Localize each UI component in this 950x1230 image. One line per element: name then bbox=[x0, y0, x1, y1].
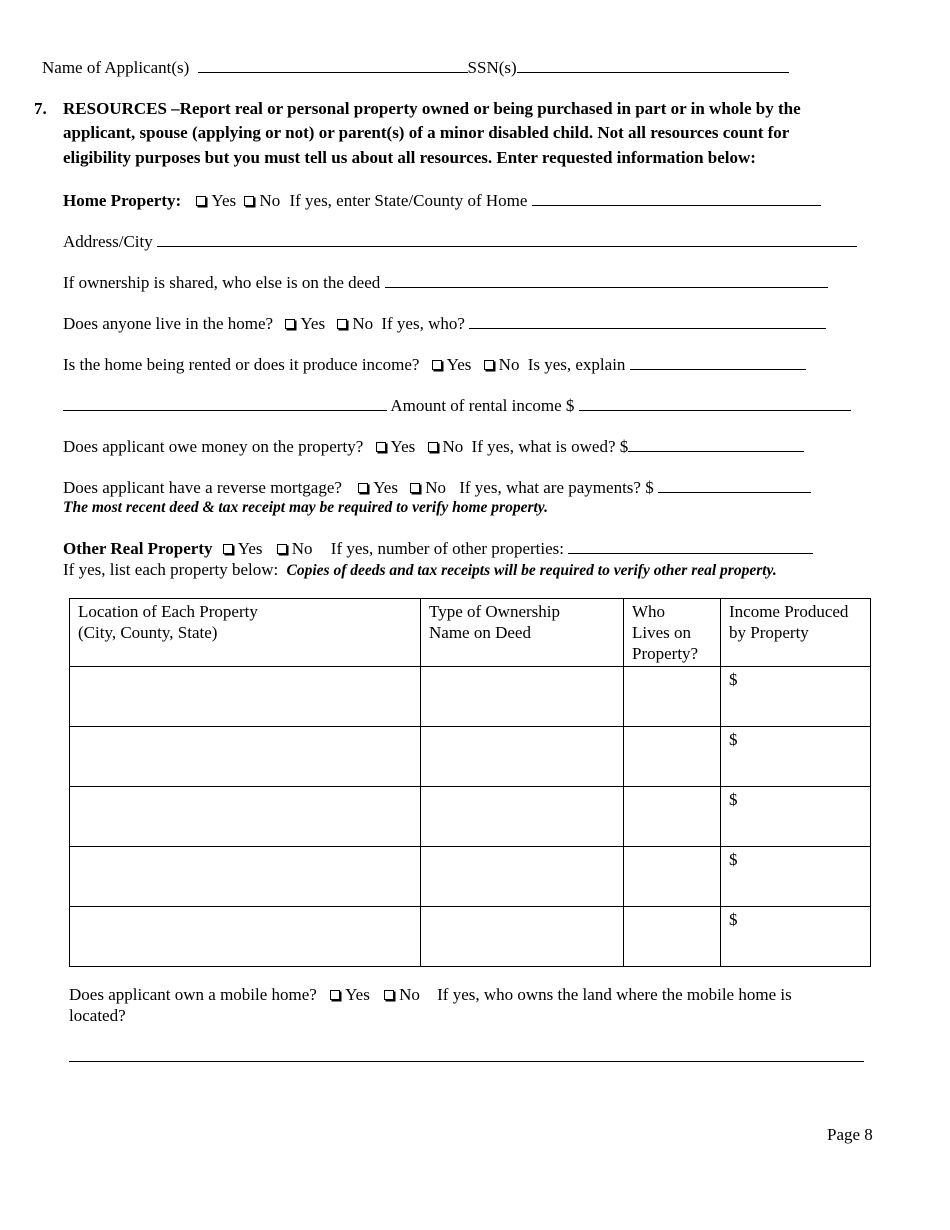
who-lives-cell[interactable] bbox=[624, 787, 721, 847]
header-who-line3: Property? bbox=[632, 644, 699, 663]
rented-yes-checkbox[interactable] bbox=[432, 360, 442, 370]
no-label: No bbox=[399, 985, 420, 1004]
yes-label: Yes bbox=[300, 314, 326, 333]
ssn-field[interactable] bbox=[517, 58, 789, 73]
rental-income-row bbox=[63, 396, 851, 414]
header-location bbox=[70, 599, 421, 667]
applicant-name-label: Name of Applicant(s) bbox=[42, 58, 190, 77]
rented-row bbox=[63, 355, 806, 373]
no-label: No bbox=[291, 539, 313, 558]
mobile-question: Does applicant own a mobile home? bbox=[69, 985, 317, 1004]
mobile-answer-field[interactable] bbox=[69, 1047, 864, 1062]
income-cell[interactable]: $ bbox=[721, 847, 871, 907]
yes-label: Yes bbox=[237, 539, 263, 558]
other-property-label: Other Real Property bbox=[63, 539, 213, 558]
reverse-payments-field[interactable] bbox=[658, 478, 811, 493]
header-income bbox=[721, 599, 871, 667]
section-title-line1: RESOURCES –Report real or personal property owned or being purchased in part or in whole by the bbox=[63, 99, 801, 118]
address-field[interactable] bbox=[157, 232, 857, 247]
no-label: No bbox=[425, 478, 446, 497]
no-label: No bbox=[442, 437, 464, 456]
table-row bbox=[70, 727, 871, 787]
ownership-cell[interactable] bbox=[421, 667, 624, 727]
table-header-row bbox=[70, 599, 871, 667]
yes-label: Yes bbox=[211, 191, 237, 210]
rental-income-label: Amount of rental income $ bbox=[390, 396, 575, 415]
income-cell[interactable]: $ bbox=[721, 907, 871, 967]
owe-no-checkbox[interactable] bbox=[428, 442, 438, 452]
rented-no-checkbox[interactable] bbox=[484, 360, 494, 370]
other-yes-checkbox[interactable] bbox=[223, 544, 233, 554]
header-income-line1: Income Produced bbox=[729, 602, 849, 621]
home-no-checkbox[interactable] bbox=[244, 196, 254, 206]
reverse-no-checkbox[interactable] bbox=[410, 483, 420, 493]
other-number-label: If yes, number of other properties: bbox=[330, 539, 564, 558]
yes-label: Yes bbox=[446, 355, 472, 374]
section-number: 7. bbox=[34, 99, 47, 118]
other-number-field[interactable] bbox=[568, 539, 813, 554]
no-label: No bbox=[352, 314, 374, 333]
header-ownership bbox=[421, 599, 624, 667]
applicant-name-row bbox=[42, 58, 789, 76]
address-row bbox=[63, 232, 857, 250]
page-number: Page 8 bbox=[827, 1125, 873, 1144]
rented-explain-continued-field[interactable] bbox=[63, 396, 387, 411]
yes-label: Yes bbox=[373, 478, 398, 497]
yes-label: Yes bbox=[345, 985, 370, 1004]
other-no-checkbox[interactable] bbox=[277, 544, 287, 554]
live-yes-checkbox[interactable] bbox=[285, 319, 295, 329]
reverse-yes-checkbox[interactable] bbox=[358, 483, 368, 493]
header-who-line1: Who bbox=[632, 602, 666, 621]
table-row bbox=[70, 907, 871, 967]
rented-explain-field[interactable] bbox=[630, 355, 806, 370]
table-row bbox=[70, 847, 871, 907]
home-yes-checkbox[interactable] bbox=[196, 196, 206, 206]
live-who-label: If yes, who? bbox=[381, 314, 465, 333]
owe-what-field[interactable] bbox=[628, 437, 804, 452]
ssn-label: SSN(s) bbox=[467, 58, 517, 77]
ownership-cell[interactable] bbox=[421, 787, 624, 847]
applicant-name-field[interactable] bbox=[198, 58, 468, 73]
header-location-line1: Location of Each Property bbox=[78, 602, 258, 621]
live-question: Does anyone live in the home? bbox=[63, 314, 274, 333]
header-who-lives bbox=[624, 599, 721, 667]
owe-yes-checkbox[interactable] bbox=[376, 442, 386, 452]
table-row bbox=[70, 667, 871, 727]
home-property-label: Home Property: bbox=[63, 191, 182, 210]
mobile-row bbox=[69, 986, 792, 1003]
rental-income-field[interactable] bbox=[579, 396, 851, 411]
rented-question: Is the home being rented or does it produce income? bbox=[63, 355, 420, 374]
no-label: No bbox=[259, 191, 281, 210]
mobile-no-checkbox[interactable] bbox=[384, 990, 394, 1000]
header-who-line2: Lives on bbox=[632, 623, 692, 642]
deed-row bbox=[63, 273, 828, 291]
home-note: The most recent deed & tax receipt may be required to verify home property. bbox=[63, 499, 548, 516]
rented-explain-label: Is yes, explain bbox=[527, 355, 626, 374]
header-ownership-line2: Name on Deed bbox=[429, 623, 531, 642]
other-property-row bbox=[63, 539, 813, 557]
section-title-line2: applicant, spouse (applying or not) or parent(s) of a minor disabled child. Not all resources count for bbox=[63, 123, 790, 142]
property-table bbox=[69, 598, 871, 967]
state-county-label: If yes, enter State/County of Home bbox=[289, 191, 528, 210]
location-cell[interactable] bbox=[70, 727, 421, 787]
reverse-payments-label: If yes, what are payments? $ bbox=[459, 478, 654, 497]
reverse-row bbox=[63, 478, 811, 496]
owe-question: Does applicant owe money on the property? bbox=[63, 437, 364, 456]
mobile-who-line2: located? bbox=[69, 1006, 126, 1025]
address-label: Address/City bbox=[63, 232, 153, 251]
list-instructions bbox=[63, 561, 777, 579]
header-ownership-line1: Type of Ownership bbox=[429, 602, 561, 621]
income-cell[interactable]: $ bbox=[721, 787, 871, 847]
live-who-field[interactable] bbox=[469, 314, 826, 329]
who-lives-cell[interactable] bbox=[624, 667, 721, 727]
ownership-cell[interactable] bbox=[421, 847, 624, 907]
location-cell[interactable] bbox=[70, 787, 421, 847]
home-property-row bbox=[63, 191, 821, 209]
who-lives-cell[interactable] bbox=[624, 847, 721, 907]
location-cell[interactable] bbox=[70, 847, 421, 907]
location-cell[interactable] bbox=[70, 667, 421, 727]
header-location-line2: (City, County, State) bbox=[78, 623, 218, 642]
mobile-who-line1: If yes, who owns the land where the mobile home is bbox=[437, 985, 792, 1004]
yes-label: Yes bbox=[390, 437, 416, 456]
list-prefix: If yes, list each property below: bbox=[63, 560, 279, 579]
live-row bbox=[63, 314, 826, 332]
owe-what-label: If yes, what is owed? $ bbox=[471, 437, 629, 456]
who-lives-cell[interactable] bbox=[624, 727, 721, 787]
list-note: Copies of deeds and tax receipts will be required to verify other real property. bbox=[286, 562, 777, 579]
ownership-cell[interactable] bbox=[421, 727, 624, 787]
live-no-checkbox[interactable] bbox=[337, 319, 347, 329]
mobile-yes-checkbox[interactable] bbox=[330, 990, 340, 1000]
no-label: No bbox=[498, 355, 520, 374]
deed-field[interactable] bbox=[385, 273, 828, 288]
reverse-question: Does applicant have a reverse mortgage? bbox=[63, 478, 342, 497]
who-lives-cell[interactable] bbox=[624, 907, 721, 967]
deed-label: If ownership is shared, who else is on the deed bbox=[63, 273, 381, 292]
header-income-line2: by Property bbox=[729, 623, 809, 642]
location-cell[interactable] bbox=[70, 907, 421, 967]
owe-row bbox=[63, 437, 804, 455]
state-county-field[interactable] bbox=[532, 191, 821, 206]
table-row bbox=[70, 787, 871, 847]
ownership-cell[interactable] bbox=[421, 907, 624, 967]
income-cell[interactable]: $ bbox=[721, 727, 871, 787]
section-title-line3: eligibility purposes but you must tell us about all resources. Enter requested information below: bbox=[63, 148, 756, 167]
income-cell[interactable]: $ bbox=[721, 667, 871, 727]
